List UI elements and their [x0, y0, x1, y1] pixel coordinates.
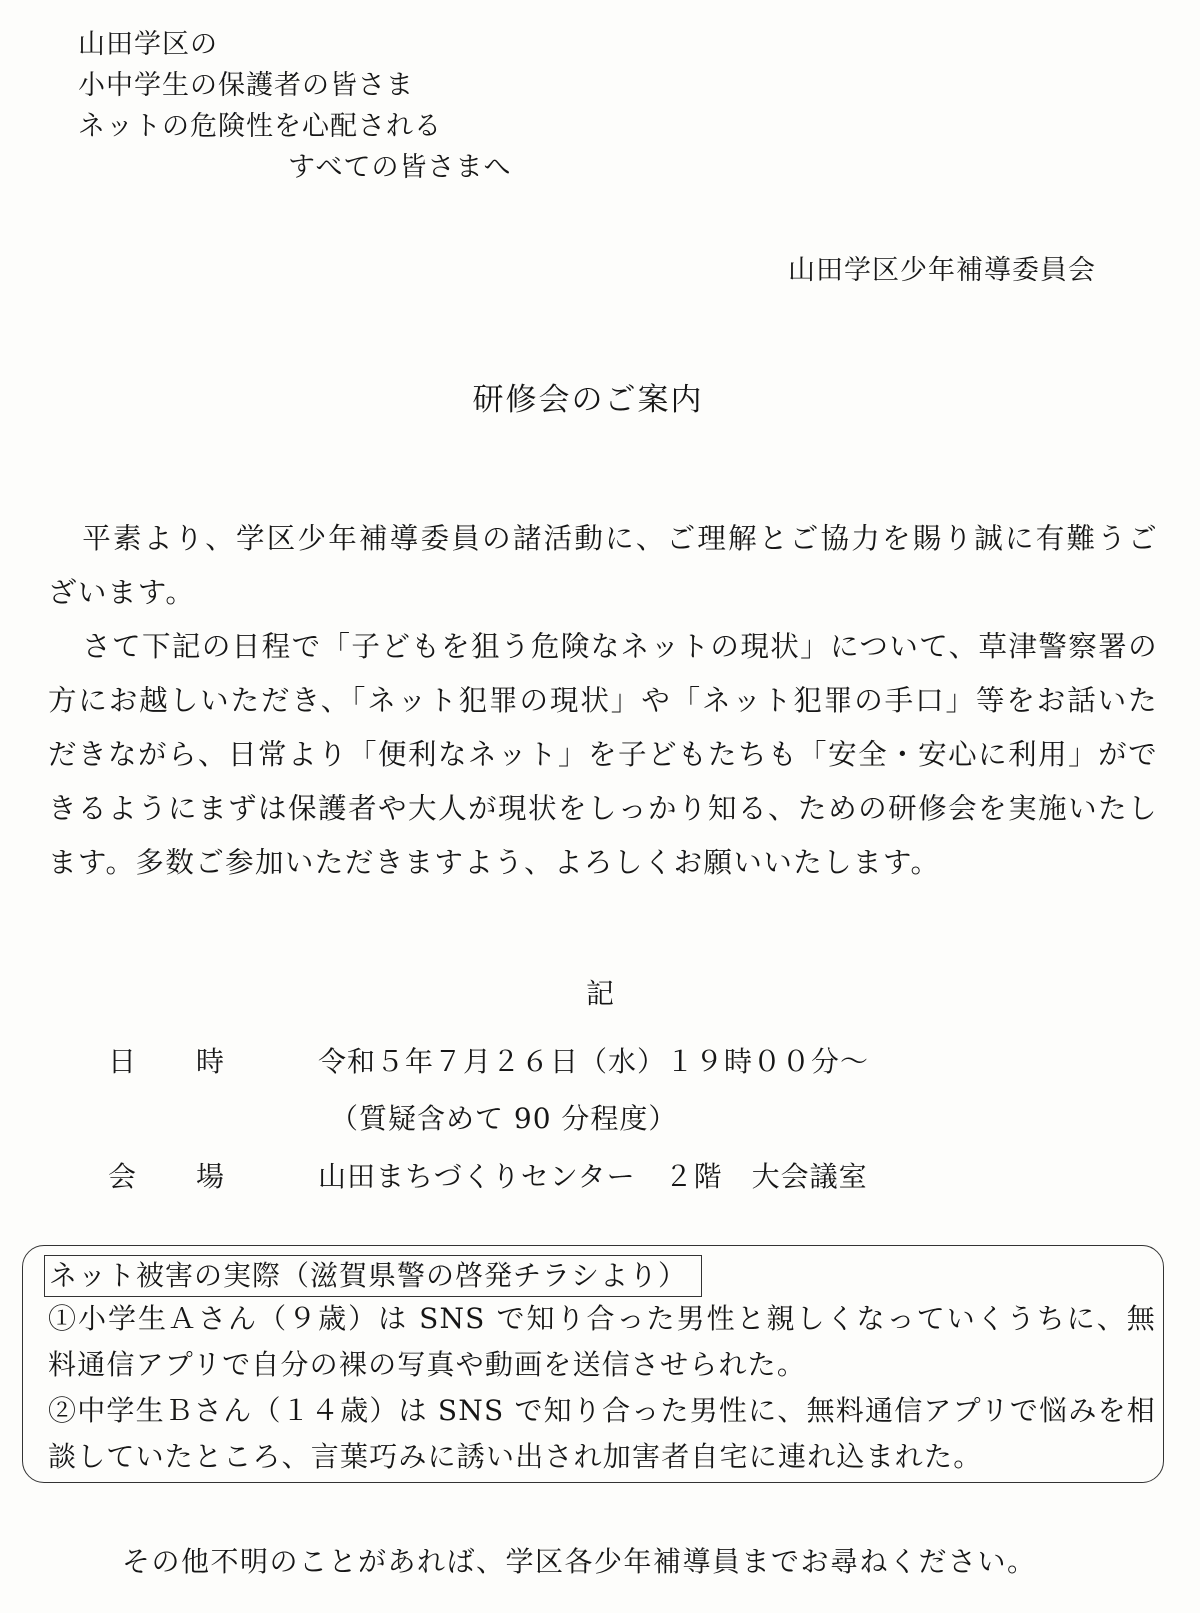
- datetime-label-char-2: 時: [196, 1045, 225, 1078]
- body-paragraph-2: さて下記の日程で「子どもを狙う危険なネットの現状」について、草津警察署の方にお越しいただき、「ネット犯罪の現状」や「ネット犯罪の手口」等をお話いただきながら、日常より「便利なネット」を子どもたちも「安全・安心に利用」ができるようにまずは保護者や大人が現状をしっかり知る、ための研修会を実施いたします。多数ご参加いただきますよう、よろしくお願いいたします。: [48, 630, 1158, 879]
- body-paragraph-1: 平素より、学区少年補導委員の諸活動に、ご理解とご協力を賜り誠に有難うございます。: [48, 522, 1158, 609]
- sender-name: 山田学区少年補導委員会: [788, 255, 1096, 286]
- datetime-label-char-1: 日: [108, 1045, 137, 1078]
- addressee-line-1: 山田学区の: [78, 29, 218, 60]
- addressee-line-3: ネットの危険性を心配される: [78, 111, 442, 142]
- venue-label-char-1: 会: [108, 1160, 137, 1193]
- datetime-value: 令和５年７月２６日（水）１９時００分～: [318, 1045, 870, 1078]
- datetime-label: [108, 1040, 224, 1080]
- ki-heading: 記: [585, 977, 614, 1010]
- venue-label-char-2: 場: [196, 1160, 225, 1193]
- case-2: ②中学生Ｂさん（１４歳）は SNS で知り合った男性に、無料通信アプリで悩みを相談していたところ、言葉巧みに誘い出され加害者自宅に連れ込まれた。: [48, 1394, 1156, 1473]
- datetime-note: （質疑含めて 90 分程度）: [330, 1102, 678, 1135]
- venue-label: [108, 1155, 224, 1195]
- footer-note: その他不明のことがあれば、学区各少年補導員までお尋ねください。: [122, 1545, 1037, 1578]
- addressee-line-2: 小中学生の保護者の皆さま: [78, 70, 414, 101]
- document-title: 研修会のご案内: [472, 382, 704, 418]
- case-box-text: [48, 1296, 1156, 1480]
- case-box-title: ネット被害の実際（滋賀県警の啓発チラシより）: [44, 1255, 702, 1297]
- body-text: [48, 512, 1158, 890]
- case-1: ①小学生Ａさん（９歳）は SNS で知り合った男性と親しくなっていくうちに、無料通信アプリで自分の裸の写真や動画を送信させられた。: [48, 1302, 1156, 1381]
- addressee-line-4: すべての皆さまへ: [288, 152, 512, 183]
- venue-value: 山田まちづくりセンター ２階 大会議室: [318, 1160, 868, 1193]
